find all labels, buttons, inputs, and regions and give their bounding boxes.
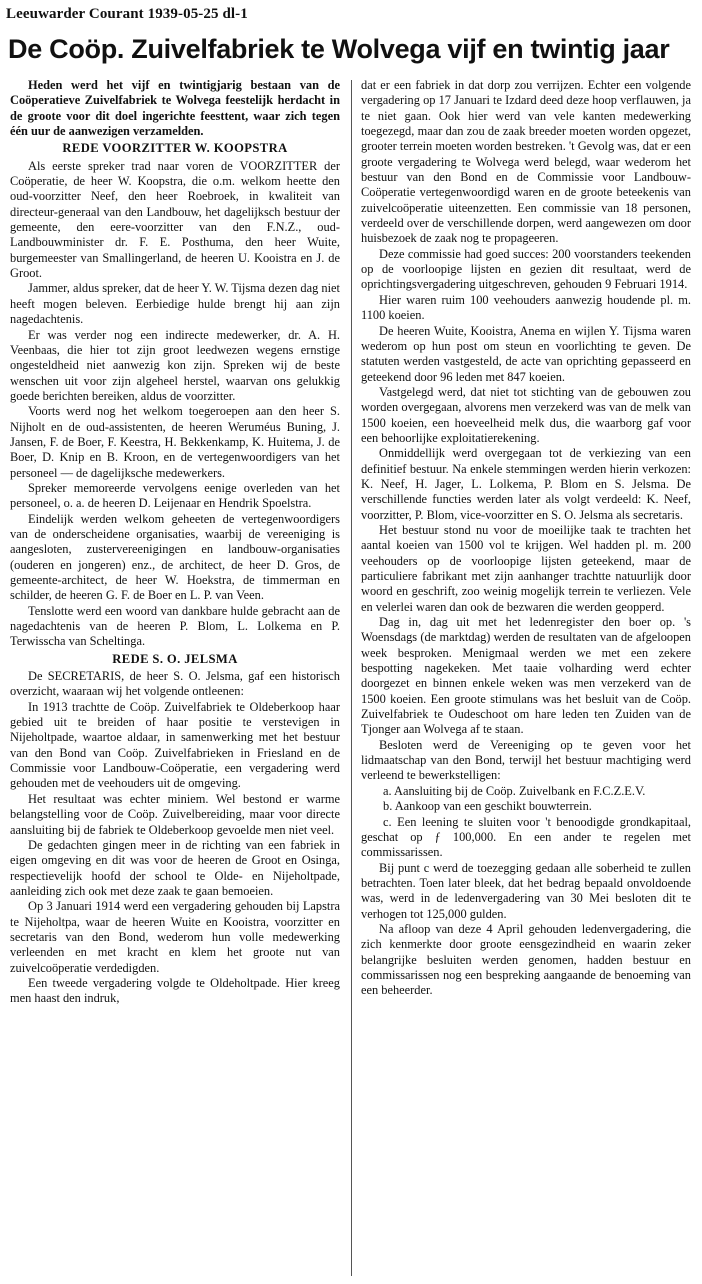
article-headline: De Coöp. Zuivelfabriek te Wolvega vijf en twintig jaar <box>8 34 670 64</box>
paragraph: De gedachten gingen meer in de richting van een fabriek in eigen omgeving en dit was voor de heeren de Groot en Osinga, respectievelijk hoofd der school te Olde- en Nijeholtpade, aanleiding zich ook met deze zaak te gaan bemoeien. <box>10 837 340 898</box>
list-item: a. Aansluiting bij de Coöp. Zuivelbank en F.C.Z.E.V. <box>383 783 646 798</box>
right-column <box>361 78 691 999</box>
paragraph: Als eerste spreker trad naar voren de VOORZITTER der Coöperatie, de heer W. Koopstra, die o.m. welkom heette den oud-voorzitter Neef, den heer Roebroek, in kwaliteit van directeur-generaal van den Landbouw, het dagelijksch bestuur der gemeente, den eere-voorzitter van den F.N.Z., oud-Landbouwminister dr. F. E. Posthuma, den heer Wuite, burgemeester van Smallingerland, de heeren U. Kooistra en J. de Groot. <box>10 158 340 281</box>
paragraph: Jammer, aldus spreker, dat de heer Y. W. Tijsma dezen dag niet heeft mogen beleven. Eerbiedige hulde brengt hij aan zijn nagedachtenis. <box>10 281 340 327</box>
article-intro: Heden werd het vijf en twintigjarig bestaan van de Coöperatieve Zuivelfabriek te Wolvega feestelijk herdacht in de groote voor dit doel ingerichte feesttent, waar zich tegen één uur de aanwezigen verzamelden. <box>10 78 340 139</box>
list-item: c. Een leening te sluiten voor 't benoodigde grondkapitaal, geschat op ƒ 100,000. En een ander te regelen met commissarissen. <box>361 814 691 860</box>
paragraph: Een tweede vergadering volgde te Oldeholtpade. Hier kreeg men haast den indruk, <box>10 975 340 1006</box>
paragraph: Tenslotte werd een woord van dankbare hulde gebracht aan de nagedachtenis van de heeren P. Blom, L. Lolkema en P. Terwisscha van Scheltinga. <box>10 603 340 649</box>
paragraph: Bij punt c werd de toezegging gedaan alle soberheid te zullen betrachten. Toen later bleek, dat het bedrag bepaald onvoldoende was, werd in de ledenvergadering van 30 Mei besloten dit te verhogen tot 125,000 gulden. <box>361 860 691 921</box>
source-label: Leeuwarder Courant 1939-05-25 dl-1 <box>6 6 248 22</box>
column-divider <box>351 80 352 1276</box>
paragraph: Er was verder nog een indirecte medewerker, dr. A. H. Veenbaas, die hier tot zijn groot leedwezen wegens ernstige ongesteldheid niet aanwezig kon zijn. Spreken wij de beste wenschen uit voor zijn algeheel herstel, waarvan ons gelukkig goede berichten bereiken, aldus de voorzitter. <box>10 327 340 403</box>
left-column <box>10 78 340 1007</box>
paragraph: Na afloop van deze 4 April gehouden ledenvergadering, die zich kenmerkte door groote eensgezindheid en waarin zeker belangrijke besluiten werden genomen, hadden bestuur en commissarissen nog een bespreking aangaande de benoeming van een beheerder. <box>361 921 691 998</box>
paragraph: De SECRETARIS, de heer S. O. Jelsma, gaf een historisch overzicht, waaraan wij het volgende ontleenen: <box>10 669 340 699</box>
section-subheading: REDE VOORZITTER W. KOOPSTRA <box>62 141 288 156</box>
paragraph: Deze commissie had goed succes: 200 voorstanders teekenden op de voorloopige lijsten en gezien dit resultaat, werd de oprichtingsvergadering uitgeschreven, gehouden 9 Februari 1914. <box>361 246 691 292</box>
paragraph: Spreker memoreerde vervolgens eenige overleden van het personeel, o. a. de heeren D. Leijenaar en Hendrik Spoelstra. <box>10 480 340 511</box>
section-subheading: REDE S. O. JELSMA <box>112 651 238 666</box>
paragraph: Onmiddellijk werd overgegaan tot de verkiezing van een definitief bestuur. Na enkele stemmingen werden hierin verkozen: K. Neef, H. Jager, L. Lolkema, P. Blom en S. Jelsma. De verschillende functies werden later als volgt verdeeld: K. Neef, voorzitter, P. Blom, vice-voorzitter en S. O. Jelsma als secretaris. <box>361 446 691 522</box>
paragraph: Vastgelegd werd, dat niet tot stichting van de gebouwen zou worden overgegaan, alvorens men verzekerd was van de melk van 1500 koeien, een hoeveelheid melk dus, die waarborg gaf voor een behoorlijke exploitatierekening. <box>361 384 691 445</box>
paragraph: Dag in, dag uit met het ledenregister den boer op. 's Woensdags (de marktdag) werden de resultaten van de afgeloopen week besproken. Menigmaal werden we met een zekere bespotting nagekeken. Met taaie volharding werd echter doorgezet en binnen enkele weken was men verzekerd van de 1500 koeien. Een groote stimulans was het besluit van de Coöp. Zuivelfabriek te Oudeschoot om hare leden ten Zuiden van de Tjonger aan Wolvega af te staan. <box>361 615 691 737</box>
paragraph: Besloten werd de Vereeniging op te geven voor het lidmaatschap van den Bond, terwijl het bestuur machtiging werd verleend te bewerkstelligen: <box>361 737 691 783</box>
paragraph: Eindelijk werden welkom geheeten de vertegenwoordigers van de onderscheidene organisaties, waarbij de vereeniging is aangesloten, zustervereenigingen en landbouw-organisaties (ouderen en jongeren) enz., de architect, de heer D. Gros, de gemeente-architect, de heer W. Hoekstra, de timmerman en schilder, de heeren G. F. de Boer en L. P. van Veen. <box>10 511 340 603</box>
paragraph: Hier waren ruim 100 veehouders aanwezig houdende pl. m. 1100 koeien. <box>361 292 691 323</box>
paragraph: Voorts werd nog het welkom toegeroepen aan den heer S. Nijholt en de oud-assistenten, de heeren Weruméus Buning, J. Jansen, F. de Boer, F. Keestra, H. Bekkenkamp, K. Huitema, J. de Boer, D. Knip en B. Kroon, en de vertegenwoordigers van het personeel — de dagelijksche medewerkers. <box>10 404 340 480</box>
paragraph: In 1913 trachtte de Coöp. Zuivelfabriek te Oldeberkoop haar gebied uit te breiden of haar positie te verstevigen in Nijeholtpade, waartoe aldaar, in samenwerking met het bestuur van den Bond van Coöp. Zuivelfabrieken in Friesland en de Commissie voor Landbouw-Coöperatie, een vergadering werd gehouden met de veehouders uit de omgeving. <box>10 699 340 791</box>
list-item: b. Aankoop van een geschikt bouwterrein. <box>383 799 592 814</box>
paragraph-continued: dat er een fabriek in dat dorp zou verrijzen. Echter een volgende vergadering op 17 Januari te Izdard deed deze hoop verflauwen, ja te niet gaan. Ook hier werd van vele kanten medewerking toegezegd, maar dan zou de zaak breeder moeten worden opgezet, grooter terrein moeten worden bestreken. 't Gevolg was, dat er een groote vergadering te Wolvega werd belegd, waar wederom het bestuur van den Bond en de Commissie voor Landbouw-Coöperatie vertegenwoordigd waren en de groote beteekenis van zuivelcoöperatie uiteenzetten. Een commissie van 18 personen, verdeeld over de verschillende dorpen, werd aangewezen om door huisbezoek de zaak nog te propageeren. <box>361 78 691 246</box>
paragraph: Het resultaat was echter miniem. Wel bestond er warme belangstelling voor de Coöp. Zuivelbereiding, maar voor directe aansluiting bij de fabriek te Oldeberkoop gevoelde men niet veel. <box>10 791 340 837</box>
paragraph: Op 3 Januari 1914 werd een vergadering gehouden bij Lapstra te Nijeholtpa, waar de heeren Wuite en Kooistra, voorzitter en secretaris van den Bond, wederom hun volle medewerking verleenden en met kracht en klem het groote nut van zuivelcoöperatie verdedigden. <box>10 899 340 975</box>
paragraph: De heeren Wuite, Kooistra, Anema en wijlen Y. Tijsma waren wederom op hun post om steun en voorlichting te geven. De statuten werden vastgesteld, de acte van oprichting gepasseerd en geteekend door 96 leden met 847 koeien. <box>361 323 691 384</box>
paragraph: Het bestuur stond nu voor de moeilijke taak te trachten het aantal koeien van 1500 vol te krijgen. Wel hadden pl. m. 200 veehouders op de voorloopige lijsten geteekend, maar de particuliere fabrikant met zijn aanhanger trachtte natuurlijk door woord en geschrift, zoo weinig mogelijk terrein te verliezen. Vele en velerlei waren dan ook de bezwaren die werden geopperd. <box>361 522 691 614</box>
